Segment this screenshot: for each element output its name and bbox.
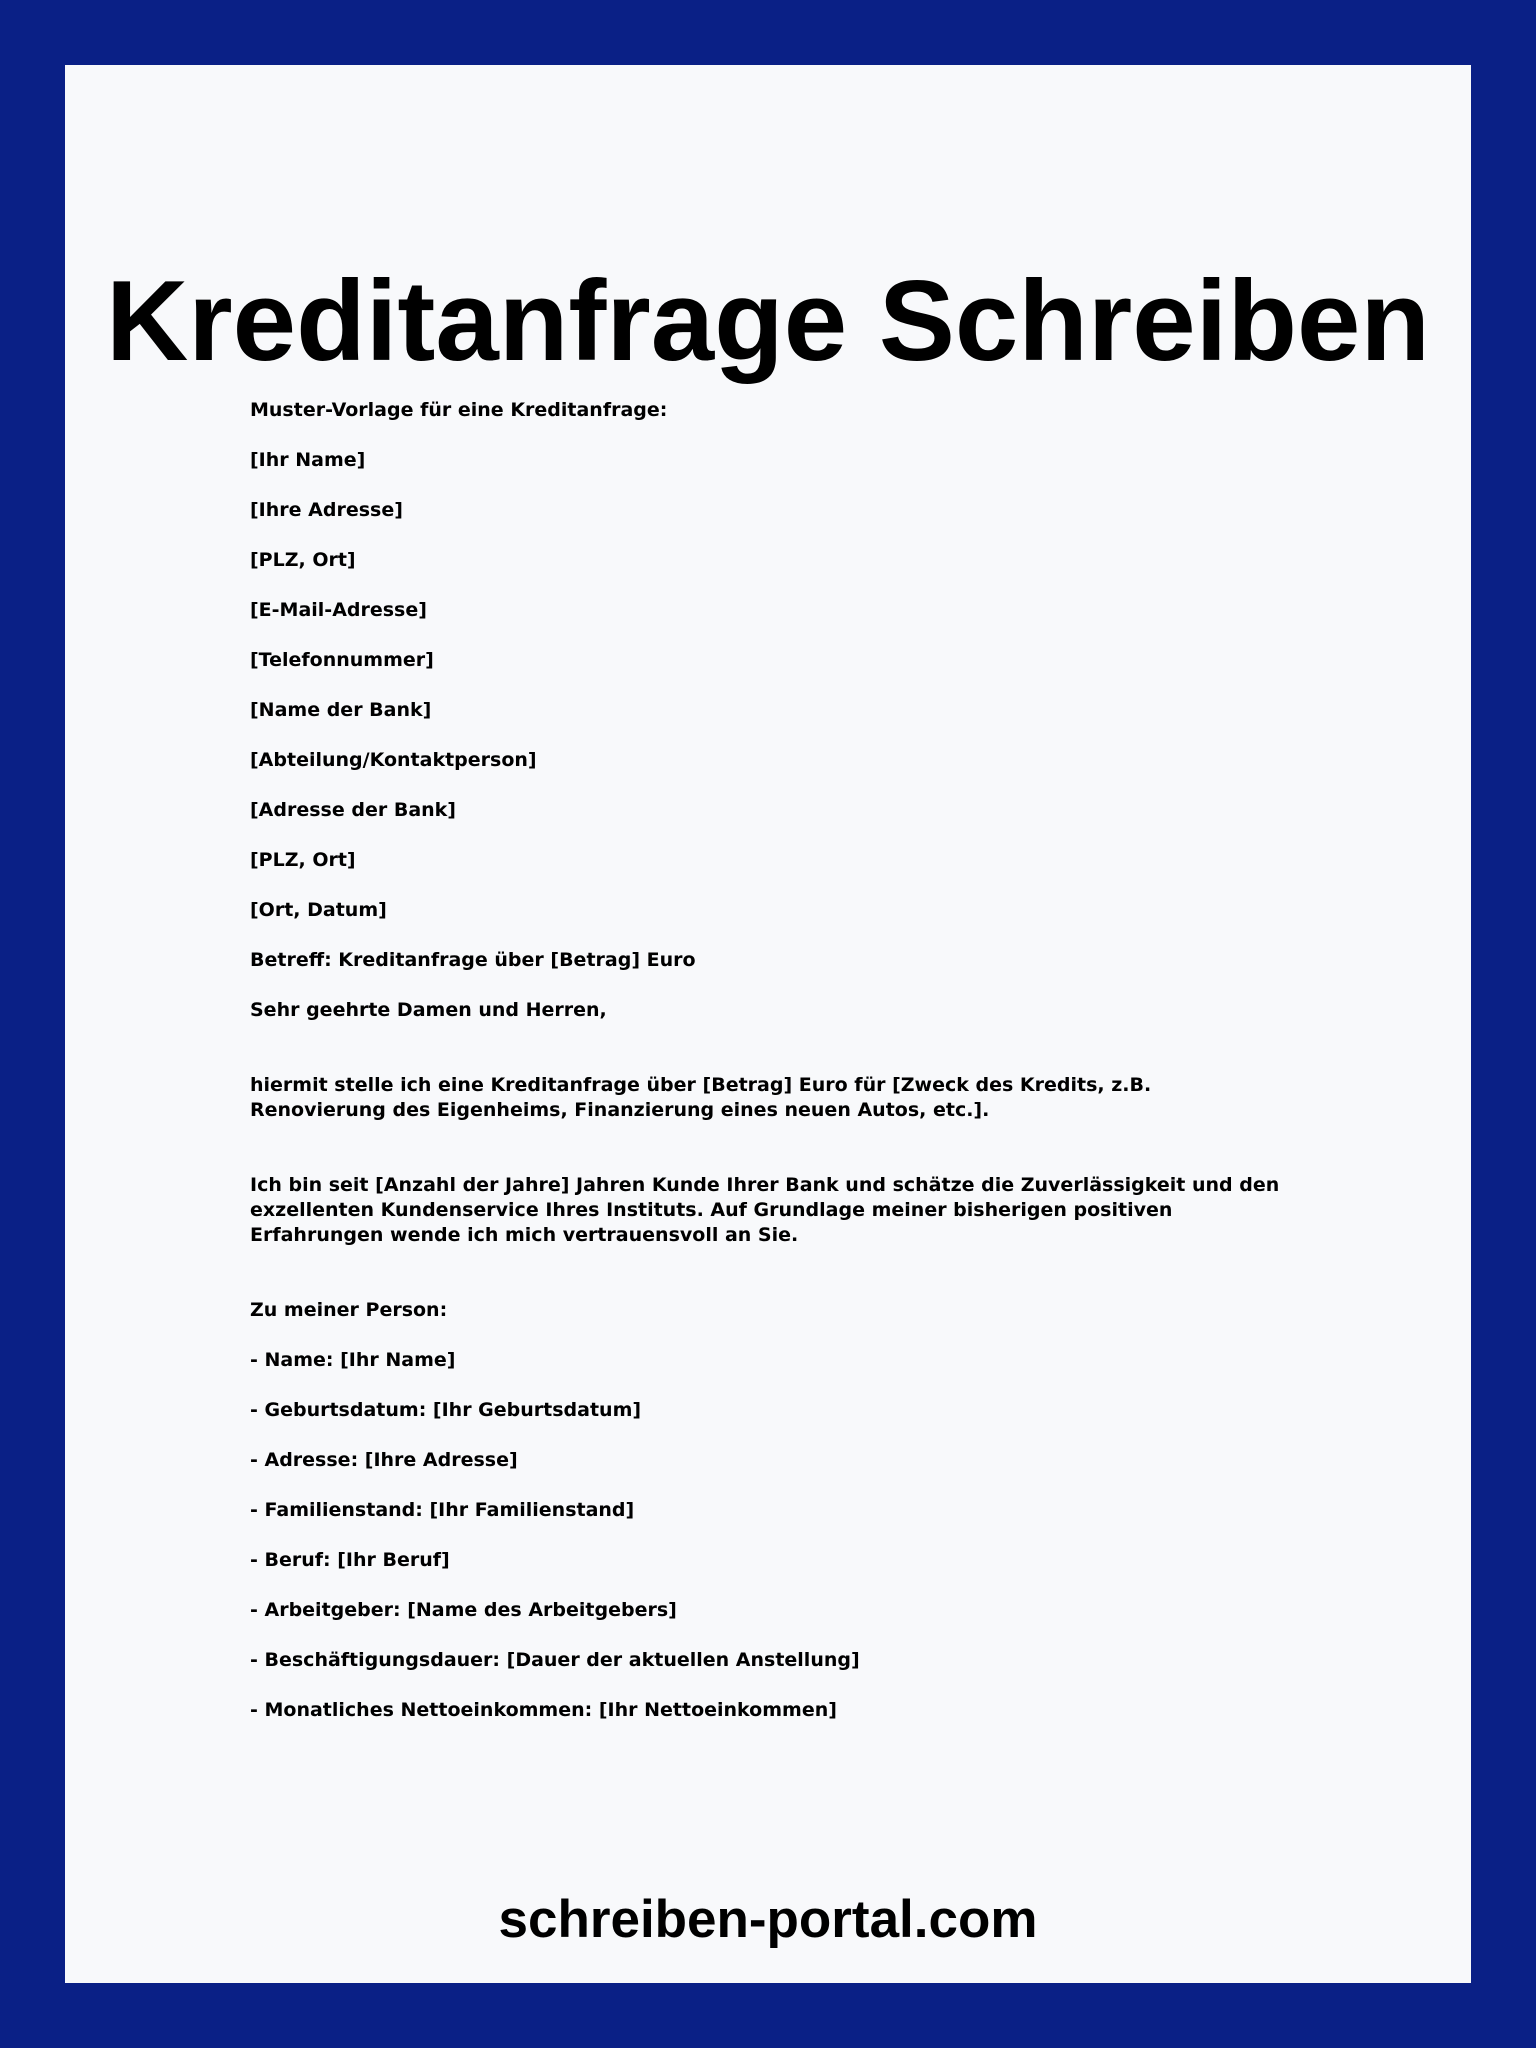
person-item-name: - Name: [Ihr Name] — [250, 1349, 456, 1371]
sender-name: [Ihr Name] — [250, 449, 366, 471]
person-item-employer: - Arbeitgeber: [Name des Arbeitgebers] — [250, 1599, 677, 1621]
person-item-net-income: - Monatliches Nettoeinkommen: [Ihr Nettoeinkommen] — [250, 1699, 837, 1721]
letter-body — [250, 398, 1290, 1748]
sender-email: [E-Mail-Adresse] — [250, 599, 427, 621]
document-title: Kreditanfrage Schreiben — [105, 258, 1431, 385]
intro-line: Muster-Vorlage für eine Kreditanfrage: — [250, 399, 668, 421]
body-paragraph-2: Ich bin seit [Anzahl der Jahre] Jahren Kunde Ihrer Bank und schätze die Zuverlässigkeit und den exzellenten Kundenservice Ihres Instituts. Auf Grundlage meiner bisherigen positiven Erfahrungen wende ich mich vertrauensvoll an Sie. — [250, 1174, 1280, 1246]
body-paragraph-1: hiermit stelle ich eine Kreditanfrage über [Betrag] Euro für [Zweck des Kredits, z.B. Renovierung des Eigenheims, Finanzierung eines neuen Autos, etc.]. — [250, 1074, 1152, 1121]
sender-phone: [Telefonnummer] — [250, 649, 434, 671]
person-item-employment-duration: - Beschäftigungsdauer: [Dauer der aktuellen Anstellung] — [250, 1649, 860, 1671]
person-item-profession: - Beruf: [Ihr Beruf] — [250, 1549, 450, 1571]
place-date: [Ort, Datum] — [250, 899, 387, 921]
sender-address: [Ihre Adresse] — [250, 499, 403, 521]
recipient-bank-address: [Adresse der Bank] — [250, 799, 456, 821]
salutation: Sehr geehrte Damen und Herren, — [250, 999, 607, 1021]
sender-zip-city: [PLZ, Ort] — [250, 549, 356, 571]
person-item-birthdate: - Geburtsdatum: [Ihr Geburtsdatum] — [250, 1399, 642, 1421]
recipient-bank-name: [Name der Bank] — [250, 699, 432, 721]
subject-line: Betreff: Kreditanfrage über [Betrag] Euro — [250, 949, 696, 971]
recipient-zip-city: [PLZ, Ort] — [250, 849, 356, 871]
person-heading: Zu meiner Person: — [250, 1299, 448, 1321]
document-page — [65, 65, 1471, 1983]
recipient-department: [Abteilung/Kontaktperson] — [250, 749, 537, 771]
footer-site: schreiben-portal.com — [498, 1890, 1038, 1949]
person-item-marital-status: - Familienstand: [Ihr Familienstand] — [250, 1499, 635, 1521]
person-item-address: - Adresse: [Ihre Adresse] — [250, 1449, 518, 1471]
